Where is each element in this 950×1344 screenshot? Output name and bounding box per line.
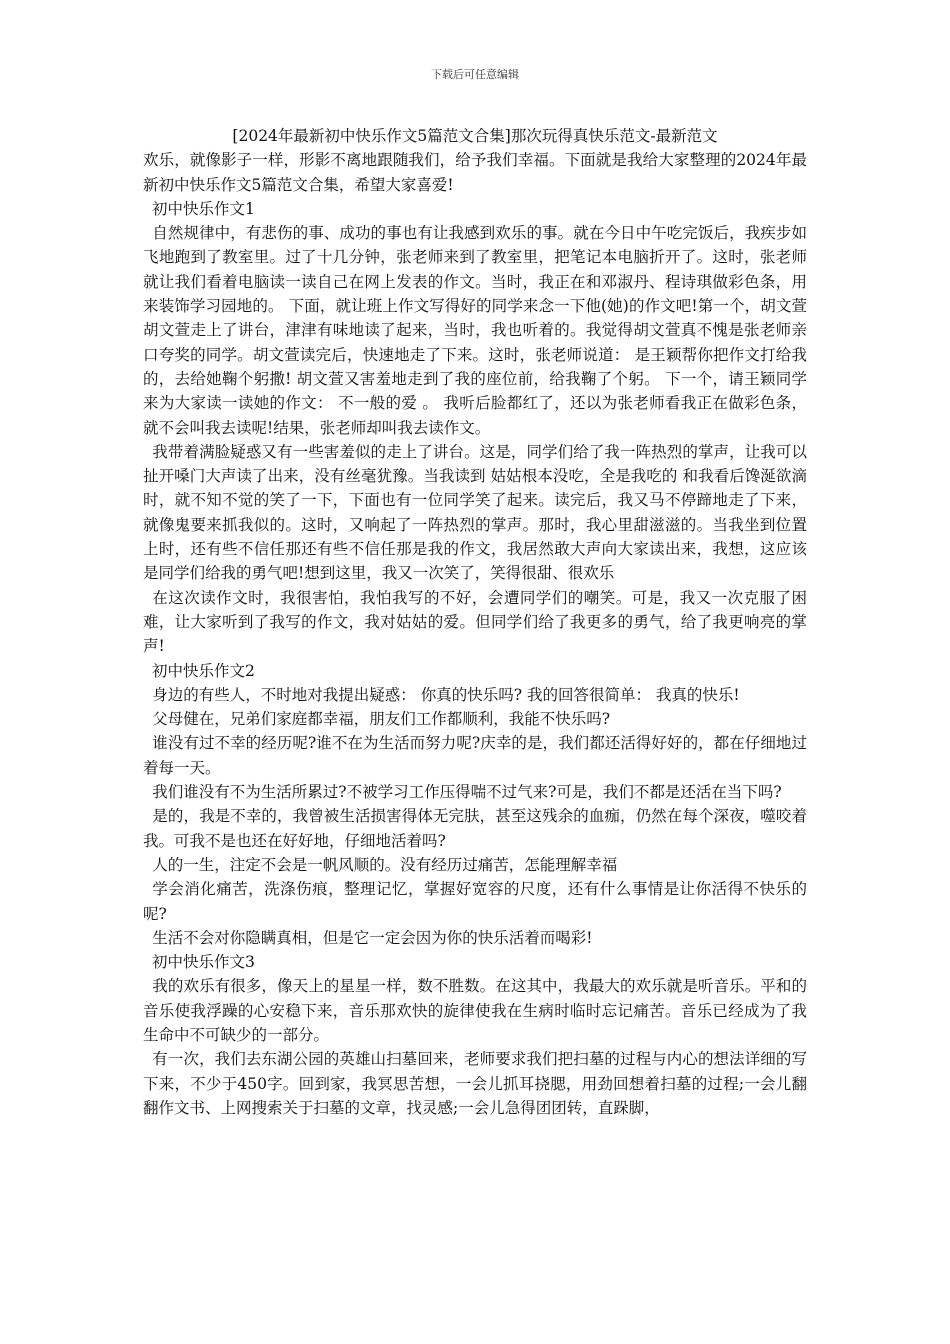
essay-2-paragraph-8: 生活不会对你隐瞒真相，但是它一定会因为你的快乐活着而喝彩! bbox=[152, 928, 593, 947]
essay-2-paragraph-4: 我们谁没有不为生活所累过?不被学习工作压得喘不过气来?可是，我们不都是还活在当下吗? bbox=[152, 783, 782, 802]
essay-1-paragraph-3: 在这次读作文时，我很害怕，我怕我写的不好，会遭同学们的嘲笑。可是，我又一次克服了困难，让大家听到了我写的作文，我对姑姑的爱。但同学们给了我更多的勇气，给了我更响亮的掌声! bbox=[143, 588, 807, 656]
essay-2-paragraph-7: 学会消化痛苦，洗涤伤痕，整理记忆，掌握好宽容的尺度，还有什么事情是让你活得不快乐的呢? bbox=[143, 880, 807, 923]
essay-2-paragraph-2: 父母健在，兄弟们家庭都幸福，朋友们工作都顺利，我能不快乐吗? bbox=[152, 710, 611, 729]
essay-2-paragraph-6: 人的一生，注定不会是一帆风顺的。没有经历过痛苦，怎能理解幸福 bbox=[152, 855, 618, 874]
essay-3-paragraph-1: 我的欢乐有很多，像天上的星星一样，数不胜数。在这其中，我最大的欢乐就是听音乐。平和的音乐使我浮躁的心安稳下来，音乐那欢快的旋律使我在生病时临时忘记痛苦。音乐已经成为了我生命中不可缺少的一部分。 bbox=[143, 977, 807, 1044]
essay-2-paragraph-3: 谁没有过不幸的经历呢?谁不在为生活而努力呢?庆幸的是，我们都还活得好好的，都在仔细地过着每一天。 bbox=[143, 734, 807, 777]
essay-1-paragraph-2: 我带着满脸疑惑又有一些害羞似的走上了讲台。这是，同学们给了我一阵热烈的掌声，让我可以扯开嗓门大声读了出来，没有丝毫犹豫。当我读到 姑姑根本没吃，全是我吃的 和我看后馋涎欲滴 时，就不知不觉的笑了一下，下面也有一位同学笑了起来。读完后，我又马不停蹄地走了下来，就像鬼要来抓我似的。这时，又响起了一阵热烈的掌声。那时，我心里甜滋滋的。当我坐到位置上时，还有些不信任那还有些不信任那是我的作文，我居然敢大声向大家读出来，我想，这应该是同学们给我的勇气吧!想到这里，我又一次笑了，笑得很甜、很欢乐 bbox=[143, 442, 807, 583]
essay-3-paragraph-2: 有一次，我们去东湖公园的英雄山扫墓回来，老师要求我们把扫墓的过程与内心的想法详细的写下来，不少于450字。回到家，我冥思苦想，一会儿抓耳挠腮，用劲回想着扫墓的过程;一会儿翻翻作文书、上网搜索关于扫墓的文章，找灵感;一会儿急得团团转，直跺脚， bbox=[143, 1050, 807, 1117]
essay-1-heading: 初中快乐作文1 bbox=[152, 199, 255, 218]
essay-2-paragraph-1: 身边的有些人，不时地对我提出疑惑： 你真的快乐吗? 我的回答很简单： 我真的快乐! bbox=[152, 685, 740, 704]
essay-2-paragraph-5: 是的，我是不幸的，我曾被生活损害得体无完肤，甚至这残余的血痂，仍然在每个深夜，噬咬着我。可我不是也还在好好地，仔细地活着吗? bbox=[143, 807, 807, 850]
document-title: [2024年最新初中快乐作文5篇范文合集]那次玩得真快乐范文-最新范文 bbox=[232, 127, 718, 145]
essay-2-heading: 初中快乐作文2 bbox=[152, 661, 255, 680]
document-body bbox=[143, 124, 807, 1120]
intro-paragraph: 欢乐，就像影子一样，形影不离地跟随我们，给予我们幸福。下面就是我给大家整理的2024年最新初中快乐作文5篇范文合集，希望大家喜爱! bbox=[143, 151, 807, 194]
essay-3-heading: 初中快乐作文3 bbox=[152, 953, 255, 972]
header-note: 下载后可任意编辑 bbox=[431, 68, 519, 81]
essay-1-paragraph-1: 自然规律中，有悲伤的事、成功的事也有让我感到欢乐的事。就在今日中午吃完饭后，我疾步如飞地跑到了教室里。过了十几分钟，张老师来到了教室里，把笔记本电脑折开了。这时，张老师就让我们看着电脑读一读自己在网上发表的作文。当时，我正在和邓淑丹、程诗琪做彩色条，用来装饰学习园地的。 下面，就让班上作文写得好的同学来念一下他(她)的作文吧!第一个，胡文萱 胡文萱走上了讲台，津津有味地读了起来，当时，我也听着的。我觉得胡文萱真不愧是张老师亲口夸奖的同学。胡文萱读完后，快速地走了下来。这时，张老师说道： 是王颖帮你把作文打给我的，去给她鞠个躬撒! 胡文萱又害羞地走到了我的座位前，给我鞠了个躬。 下一个，请王颖同学来为大家读一读她的作文： 不一般的爱 。 我听后脸都红了，还以为张老师看我正在做彩色条，就不会叫我去读呢!结果，张老师却叫我去读作文。 bbox=[143, 224, 807, 437]
